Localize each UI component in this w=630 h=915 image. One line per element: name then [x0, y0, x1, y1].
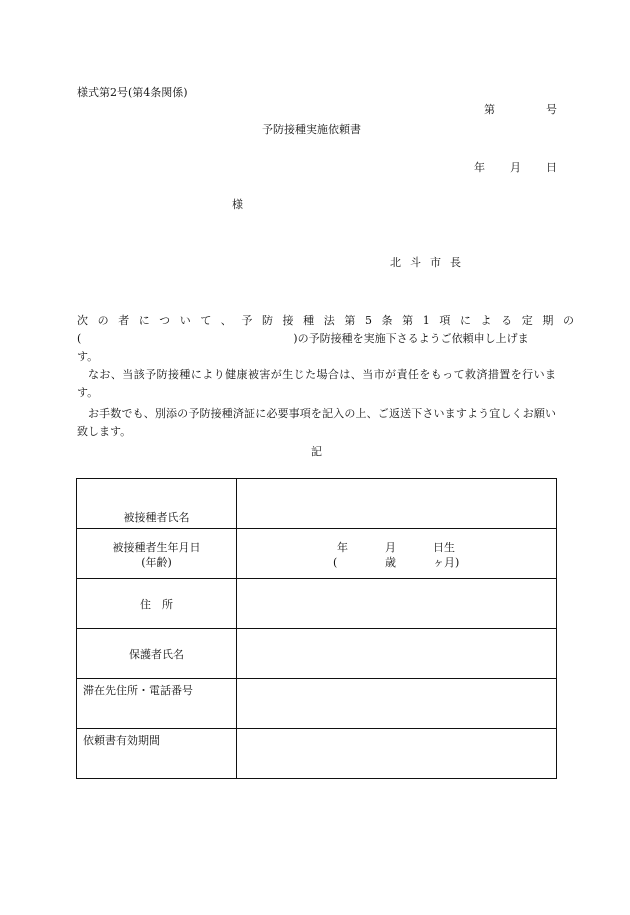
request-line-1: 次の者について、予防接種法第5条第1項による定期の: [77, 314, 584, 327]
birth-year-unit: 年: [337, 541, 348, 554]
addressee-honorific: 様: [232, 198, 243, 211]
stay-address-phone-field[interactable]: [237, 679, 557, 729]
date-line: [474, 162, 556, 174]
request-line-2: [77, 330, 556, 348]
table-row: [77, 579, 557, 629]
label-cell: [77, 629, 237, 679]
guardian-name-field[interactable]: [237, 629, 557, 679]
label-cell: [77, 679, 237, 729]
label-cell: [77, 579, 237, 629]
validity-period-field[interactable]: [237, 729, 557, 779]
address-field[interactable]: [237, 579, 557, 629]
birthdate-label-line1: 被接種者生年月日: [112, 541, 201, 554]
request-paragraph: [77, 312, 584, 366]
stay-address-phone-label: 滞在先住所・電話番号: [83, 684, 193, 697]
birthdate-label: [77, 540, 236, 570]
sender-name: 北斗市長: [390, 256, 470, 269]
vaccination-info-table: [76, 478, 557, 779]
birth-month-unit: 月: [385, 541, 396, 554]
age-open-paren: (: [333, 556, 338, 569]
birth-day-unit: 日生: [433, 541, 455, 554]
label-cell: [77, 479, 237, 529]
vaccinee-name-label: 被接種者氏名: [123, 511, 190, 524]
number-suffix: 号: [546, 103, 557, 116]
date-year: 年: [474, 161, 485, 174]
request-line-2-rest: )の予防接種を実施下さるようご依頼申し上げま: [293, 332, 529, 345]
table-row: [77, 679, 557, 729]
table-row: [77, 629, 557, 679]
liability-paragraph: なお、当該予防接種により健康被害が生じた場合は、当市が責任をもって救済措置を行います。: [77, 368, 556, 399]
label-cell: [77, 729, 237, 779]
age-months-unit: ヶ月): [433, 556, 460, 569]
request-line-3: す。: [77, 350, 99, 363]
date-month: 月: [510, 161, 521, 174]
number-prefix: 第: [484, 103, 495, 116]
ki-heading: 記: [311, 445, 322, 458]
age-years-unit: 歳: [385, 556, 396, 569]
birthdate-label-line2: (年齢): [141, 556, 172, 569]
address-label: 住 所: [140, 597, 173, 611]
birthdate-value: [237, 540, 556, 570]
label-cell: [77, 529, 237, 579]
vaccinee-name-field[interactable]: [237, 479, 557, 529]
guardian-name-label: 保護者氏名: [129, 647, 184, 661]
return-request-paragraph: お手数でも、別添の予防接種済証に必要事項を記入の上、ご返送下さいますよう宜しくお願い致します。: [77, 407, 556, 438]
vaccine-open-paren: (: [77, 332, 82, 345]
birthdate-field[interactable]: [237, 529, 557, 579]
table-row: [77, 529, 557, 579]
form-id: 様式第2号(第4条関係): [77, 86, 188, 99]
date-day: 日: [546, 161, 557, 174]
document-title: 予防接種実施依頼書: [262, 123, 361, 136]
table-row: [77, 729, 557, 779]
validity-period-label: 依頼書有効期間: [83, 734, 160, 747]
table-row: [77, 479, 557, 529]
